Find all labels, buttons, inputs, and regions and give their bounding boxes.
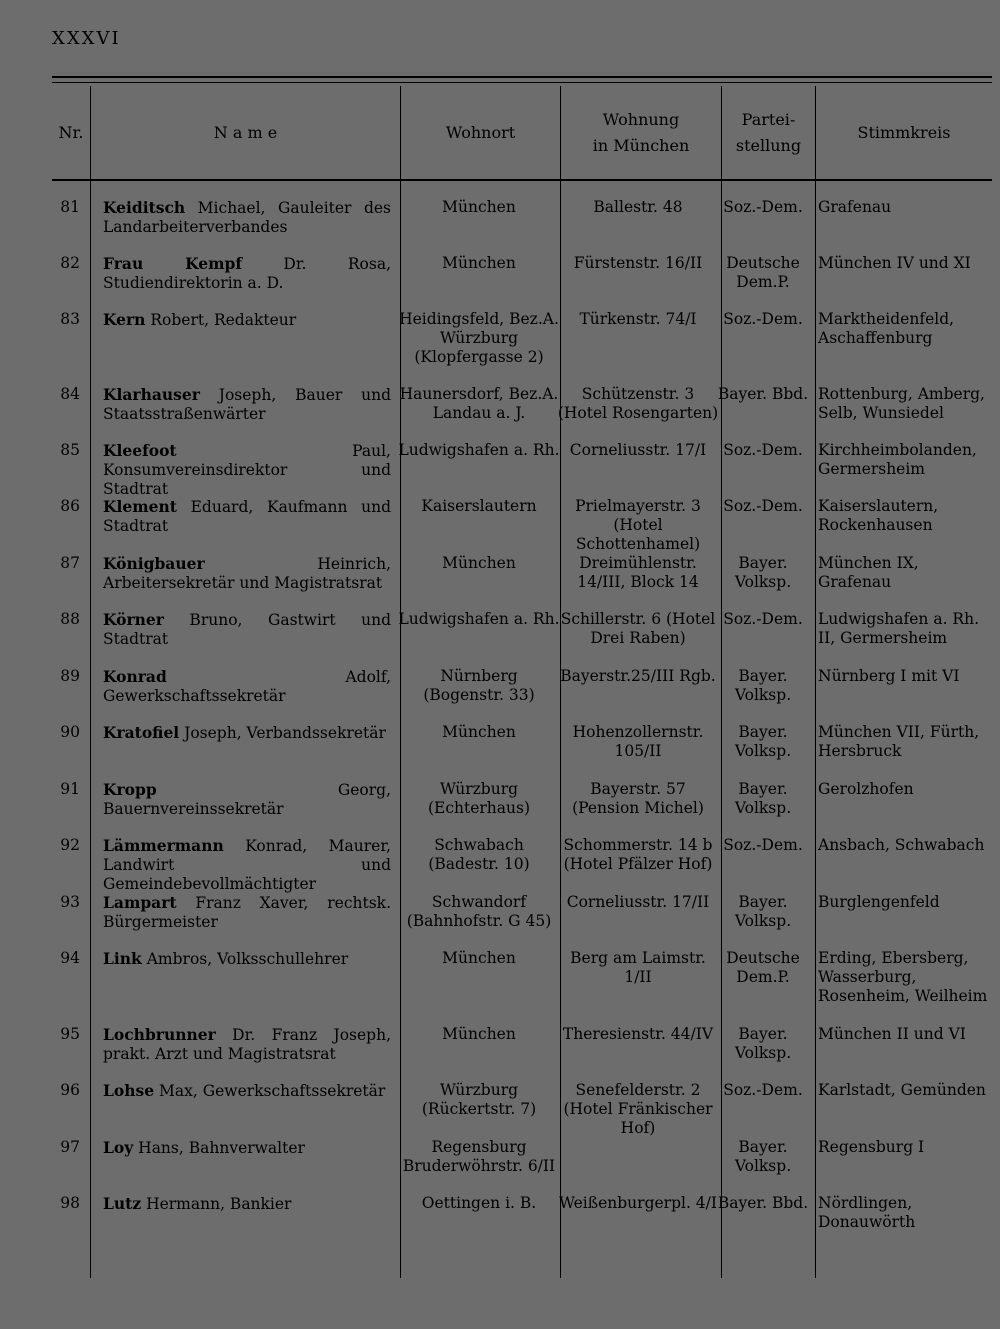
cell-name bbox=[103, 198, 391, 237]
cell-nr: 94 bbox=[60, 949, 80, 967]
header-partei bbox=[722, 88, 815, 178]
surname: Kropp bbox=[103, 780, 157, 799]
cell-partei: Soz.-Dem. bbox=[723, 198, 803, 216]
cell-partei: Bayer. Volksp. bbox=[734, 893, 792, 930]
column-divider bbox=[90, 86, 91, 1278]
header-wohnung bbox=[561, 88, 721, 178]
cell-stimmkreis: Gerolzhofen bbox=[818, 780, 914, 798]
cell-stimmkreis: Erding, Ebersberg, Wasserburg, Rosenheim, Weilheim bbox=[818, 949, 988, 1005]
cell-stimmkreis: Burglengenfeld bbox=[818, 893, 940, 911]
surname: Loy bbox=[103, 1138, 134, 1157]
cell-wohnung: Weißenburgerpl. 4/I bbox=[558, 1194, 718, 1212]
header-name: N a m e bbox=[213, 123, 278, 142]
cell-partei: Soz.-Dem. bbox=[723, 610, 803, 628]
cell-stimmkreis: Kaiserslautern, Rockenhausen bbox=[818, 497, 939, 534]
cell-name bbox=[103, 893, 391, 932]
name-detail: Max, Gewerkschaftssekretär bbox=[154, 1082, 386, 1100]
surname: Lutz bbox=[103, 1194, 142, 1213]
cell-wohnort: Kaiserslautern bbox=[421, 497, 537, 515]
cell-name bbox=[103, 497, 391, 536]
name-detail: Georg, Bauernvereinssekretär bbox=[103, 781, 391, 818]
cell-partei: Bayer. Volksp. bbox=[734, 554, 792, 591]
cell-nr: 88 bbox=[60, 610, 80, 628]
name-detail: Hermann, Bankier bbox=[141, 1195, 292, 1213]
surname: Kratofiel bbox=[103, 723, 180, 742]
surname: Lampart bbox=[103, 893, 177, 912]
cell-name bbox=[103, 1081, 391, 1101]
cell-wohnung: Schillerstr. 6 (Hotel Drei Raben) bbox=[560, 610, 716, 647]
cell-wohnung: Theresienstr. 44/IV bbox=[562, 1025, 714, 1043]
cell-wohnort: München bbox=[442, 198, 516, 216]
cell-nr: 84 bbox=[60, 385, 80, 403]
surname: Lämmermann bbox=[103, 836, 224, 855]
cell-wohnort: München bbox=[442, 554, 516, 572]
cell-wohnort: Haunersdorf, Bez.A. Landau a. J. bbox=[399, 385, 559, 422]
surname: Kleefoot bbox=[103, 441, 177, 460]
cell-name bbox=[103, 385, 391, 424]
cell-wohnung: Hohenzollernstr. 105/II bbox=[572, 723, 704, 760]
cell-name bbox=[103, 780, 391, 819]
cell-wohnort: München bbox=[442, 1025, 516, 1043]
cell-wohnung: Ballestr. 48 bbox=[593, 198, 683, 216]
cell-stimmkreis: München VII, Fürth, Hersbruck bbox=[818, 723, 980, 760]
cell-nr: 86 bbox=[60, 497, 80, 515]
cell-stimmkreis: Regensburg I bbox=[818, 1138, 925, 1156]
surname: Körner bbox=[103, 610, 164, 629]
name-detail: Franz Xaver, rechtsk. Bürgermeister bbox=[103, 894, 391, 931]
cell-nr: 93 bbox=[60, 893, 80, 911]
header-partei-line2: stellung bbox=[735, 136, 802, 155]
cell-wohnung: Schommerstr. 14 b (Hotel Pfälzer Hof) bbox=[563, 836, 713, 873]
cell-name bbox=[103, 667, 391, 706]
cell-name bbox=[103, 610, 391, 649]
top-rule-1 bbox=[52, 76, 992, 78]
name-detail: Eduard, Kaufmann und Stadtrat bbox=[103, 498, 391, 535]
surname: Kern bbox=[103, 310, 146, 329]
cell-nr: 91 bbox=[60, 780, 80, 798]
cell-wohnort: Ludwigshafen a. Rh. bbox=[398, 441, 560, 459]
header-partei-line1: Partei- bbox=[741, 110, 796, 129]
surname: Konrad bbox=[103, 667, 167, 686]
header-wohnung-line1: Wohnung bbox=[602, 110, 680, 129]
cell-name bbox=[103, 1138, 391, 1158]
cell-wohnort: München bbox=[442, 723, 516, 741]
cell-wohnort: München bbox=[442, 254, 516, 272]
column-divider bbox=[815, 86, 816, 1278]
cell-stimmkreis: Karlstadt, Gemünden bbox=[818, 1081, 986, 1099]
name-detail: Joseph, Verbandssekretär bbox=[179, 724, 386, 742]
surname: Keiditsch bbox=[103, 198, 186, 217]
surname: Königbauer bbox=[103, 554, 205, 573]
cell-partei: Soz.-Dem. bbox=[723, 497, 803, 515]
cell-wohnort: Regensburg Bruderwöhrstr. 6/II bbox=[402, 1138, 556, 1175]
cell-name bbox=[103, 554, 391, 593]
cell-partei: Bayer. Volksp. bbox=[734, 1025, 792, 1062]
name-detail: Adolf, Gewerkschaftssekretär bbox=[103, 668, 391, 705]
name-detail: Joseph, Bauer und Staatsstraßenwärter bbox=[103, 386, 391, 423]
header-nr: Nr. bbox=[58, 123, 84, 142]
cell-wohnung: Berg am Laimstr. 1/II bbox=[570, 949, 706, 986]
cell-partei: Bayer. Volksp. bbox=[734, 667, 792, 704]
cell-partei: Soz.-Dem. bbox=[723, 836, 803, 854]
cell-wohnort: Nürnberg (Bogenstr. 33) bbox=[423, 667, 535, 704]
cell-name bbox=[103, 1025, 391, 1064]
cell-wohnort: Oettingen i. B. bbox=[421, 1194, 537, 1212]
cell-nr: 97 bbox=[60, 1138, 80, 1156]
cell-nr: 95 bbox=[60, 1025, 80, 1043]
cell-nr: 98 bbox=[60, 1194, 80, 1212]
cell-nr: 96 bbox=[60, 1081, 80, 1099]
name-detail: Ambros, Volksschullehrer bbox=[141, 950, 349, 968]
surname: Link bbox=[103, 949, 142, 968]
name-detail: Robert, Redakteur bbox=[145, 311, 297, 329]
cell-wohnort: Schwabach (Badestr. 10) bbox=[428, 836, 530, 873]
cell-wohnung: Senefelderstr. 2 (Hotel Fränkischer Hof) bbox=[563, 1081, 713, 1137]
cell-stimmkreis: Nürnberg I mit VI bbox=[818, 667, 960, 685]
cell-stimmkreis: Ludwigshafen a. Rh. II, Germersheim bbox=[818, 610, 980, 647]
cell-name bbox=[103, 836, 391, 894]
cell-wohnung: Fürstenstr. 16/II bbox=[573, 254, 703, 272]
cell-stimmkreis: Rottenburg, Amberg, Selb, Wunsiedel bbox=[818, 385, 985, 422]
cell-partei: Bayer. Volksp. bbox=[734, 1138, 792, 1175]
cell-partei: Bayer. Bbd. bbox=[717, 385, 809, 403]
cell-wohnung: Bayerstr. 57 (Pension Michel) bbox=[572, 780, 704, 817]
cell-nr: 89 bbox=[60, 667, 80, 685]
cell-wohnung: Bayerstr.25/III Rgb. bbox=[560, 667, 716, 685]
name-detail: Dr. Franz Joseph, prakt. Arzt und Magistratsrat bbox=[103, 1026, 391, 1063]
cell-partei: Soz.-Dem. bbox=[723, 1081, 803, 1099]
cell-name bbox=[103, 1194, 391, 1214]
cell-partei: Bayer. Volksp. bbox=[734, 723, 792, 760]
cell-wohnort: München bbox=[442, 949, 516, 967]
cell-partei: Deutsche Dem.P. bbox=[726, 949, 800, 986]
cell-wohnung: Prielmayerstr. 3 (Hotel Schottenhamel) bbox=[575, 497, 701, 553]
cell-wohnort: Würzburg (Rückertstr. 7) bbox=[421, 1081, 537, 1118]
cell-wohnung: Dreimühlenstr. 14/III, Block 14 bbox=[577, 554, 699, 591]
cell-wohnung: Türkenstr. 74/I bbox=[579, 310, 697, 328]
cell-wohnung: Corneliusstr. 17/I bbox=[569, 441, 707, 459]
cell-wohnort: Ludwigshafen a. Rh. bbox=[398, 610, 560, 628]
cell-stimmkreis: Nördlingen, Donauwörth bbox=[818, 1194, 916, 1231]
surname: Lohse bbox=[103, 1081, 155, 1100]
header-wohnung-line2: in München bbox=[592, 136, 690, 155]
cell-partei: Bayer. Volksp. bbox=[734, 780, 792, 817]
cell-partei: Bayer. Bbd. bbox=[717, 1194, 809, 1212]
cell-stimmkreis: Marktheidenfeld, Aschaffenburg bbox=[818, 310, 955, 347]
cell-stimmkreis: Grafenau bbox=[818, 198, 892, 216]
header-wohnort: Wohnort bbox=[445, 123, 516, 142]
cell-nr: 82 bbox=[60, 254, 80, 272]
header-stimmkreis: Stimmkreis bbox=[857, 123, 951, 142]
cell-nr: 90 bbox=[60, 723, 80, 741]
cell-name bbox=[103, 254, 391, 293]
cell-nr: 87 bbox=[60, 554, 80, 572]
name-detail: Dr. Rosa, Studiendirektorin a. D. bbox=[103, 255, 391, 292]
cell-partei: Soz.-Dem. bbox=[723, 441, 803, 459]
name-detail: Bruno, Gastwirt und Stadtrat bbox=[103, 611, 391, 648]
name-detail: Hans, Bahnverwalter bbox=[133, 1139, 305, 1157]
cell-name bbox=[103, 723, 391, 743]
cell-wohnung: Corneliusstr. 17/II bbox=[566, 893, 710, 911]
name-detail: Heinrich, Arbeitersekretär und Magistratsrat bbox=[103, 555, 391, 592]
surname: Klarhauser bbox=[103, 385, 200, 404]
surname: Klement bbox=[103, 497, 177, 516]
name-detail: Paul, Konsumvereinsdirektor und Stadtrat bbox=[103, 442, 391, 498]
surname: Lochbrunner bbox=[103, 1025, 216, 1044]
cell-partei: Soz.-Dem. bbox=[723, 310, 803, 328]
cell-wohnung: Schützenstr. 3 (Hotel Rosengarten) bbox=[557, 385, 719, 422]
cell-name bbox=[103, 949, 391, 969]
cell-stimmkreis: Kirchheimbolanden, Germersheim bbox=[818, 441, 977, 478]
cell-name bbox=[103, 310, 391, 330]
cell-stimmkreis: München IV und XI bbox=[818, 254, 971, 272]
name-detail: Michael, Gauleiter des Landarbeiterverbandes bbox=[103, 199, 391, 236]
cell-wohnort: Würzburg (Echterhaus) bbox=[427, 780, 531, 817]
cell-nr: 83 bbox=[60, 310, 80, 328]
surname: Frau Kempf bbox=[103, 254, 242, 273]
cell-nr: 85 bbox=[60, 441, 80, 459]
page-number: XXXVI bbox=[52, 28, 121, 49]
cell-name bbox=[103, 441, 391, 499]
top-rule-2 bbox=[52, 82, 992, 83]
cell-partei: Deutsche Dem.P. bbox=[726, 254, 800, 291]
cell-stimmkreis: München II und VI bbox=[818, 1025, 966, 1043]
cell-wohnort: Heidingsfeld, Bez.A. Würzburg (Klopfergasse 2) bbox=[399, 310, 559, 366]
name-detail: Konrad, Maurer, Landwirt und Gemeindebevollmächtigter bbox=[103, 837, 391, 893]
cell-nr: 81 bbox=[60, 198, 80, 216]
header-rule bbox=[52, 179, 992, 181]
cell-wohnort: Schwandorf (Bahnhofstr. G 45) bbox=[406, 893, 552, 930]
cell-stimmkreis: Ansbach, Schwabach bbox=[818, 836, 985, 854]
cell-stimmkreis: München IX, Grafenau bbox=[818, 554, 919, 591]
cell-nr: 92 bbox=[60, 836, 80, 854]
